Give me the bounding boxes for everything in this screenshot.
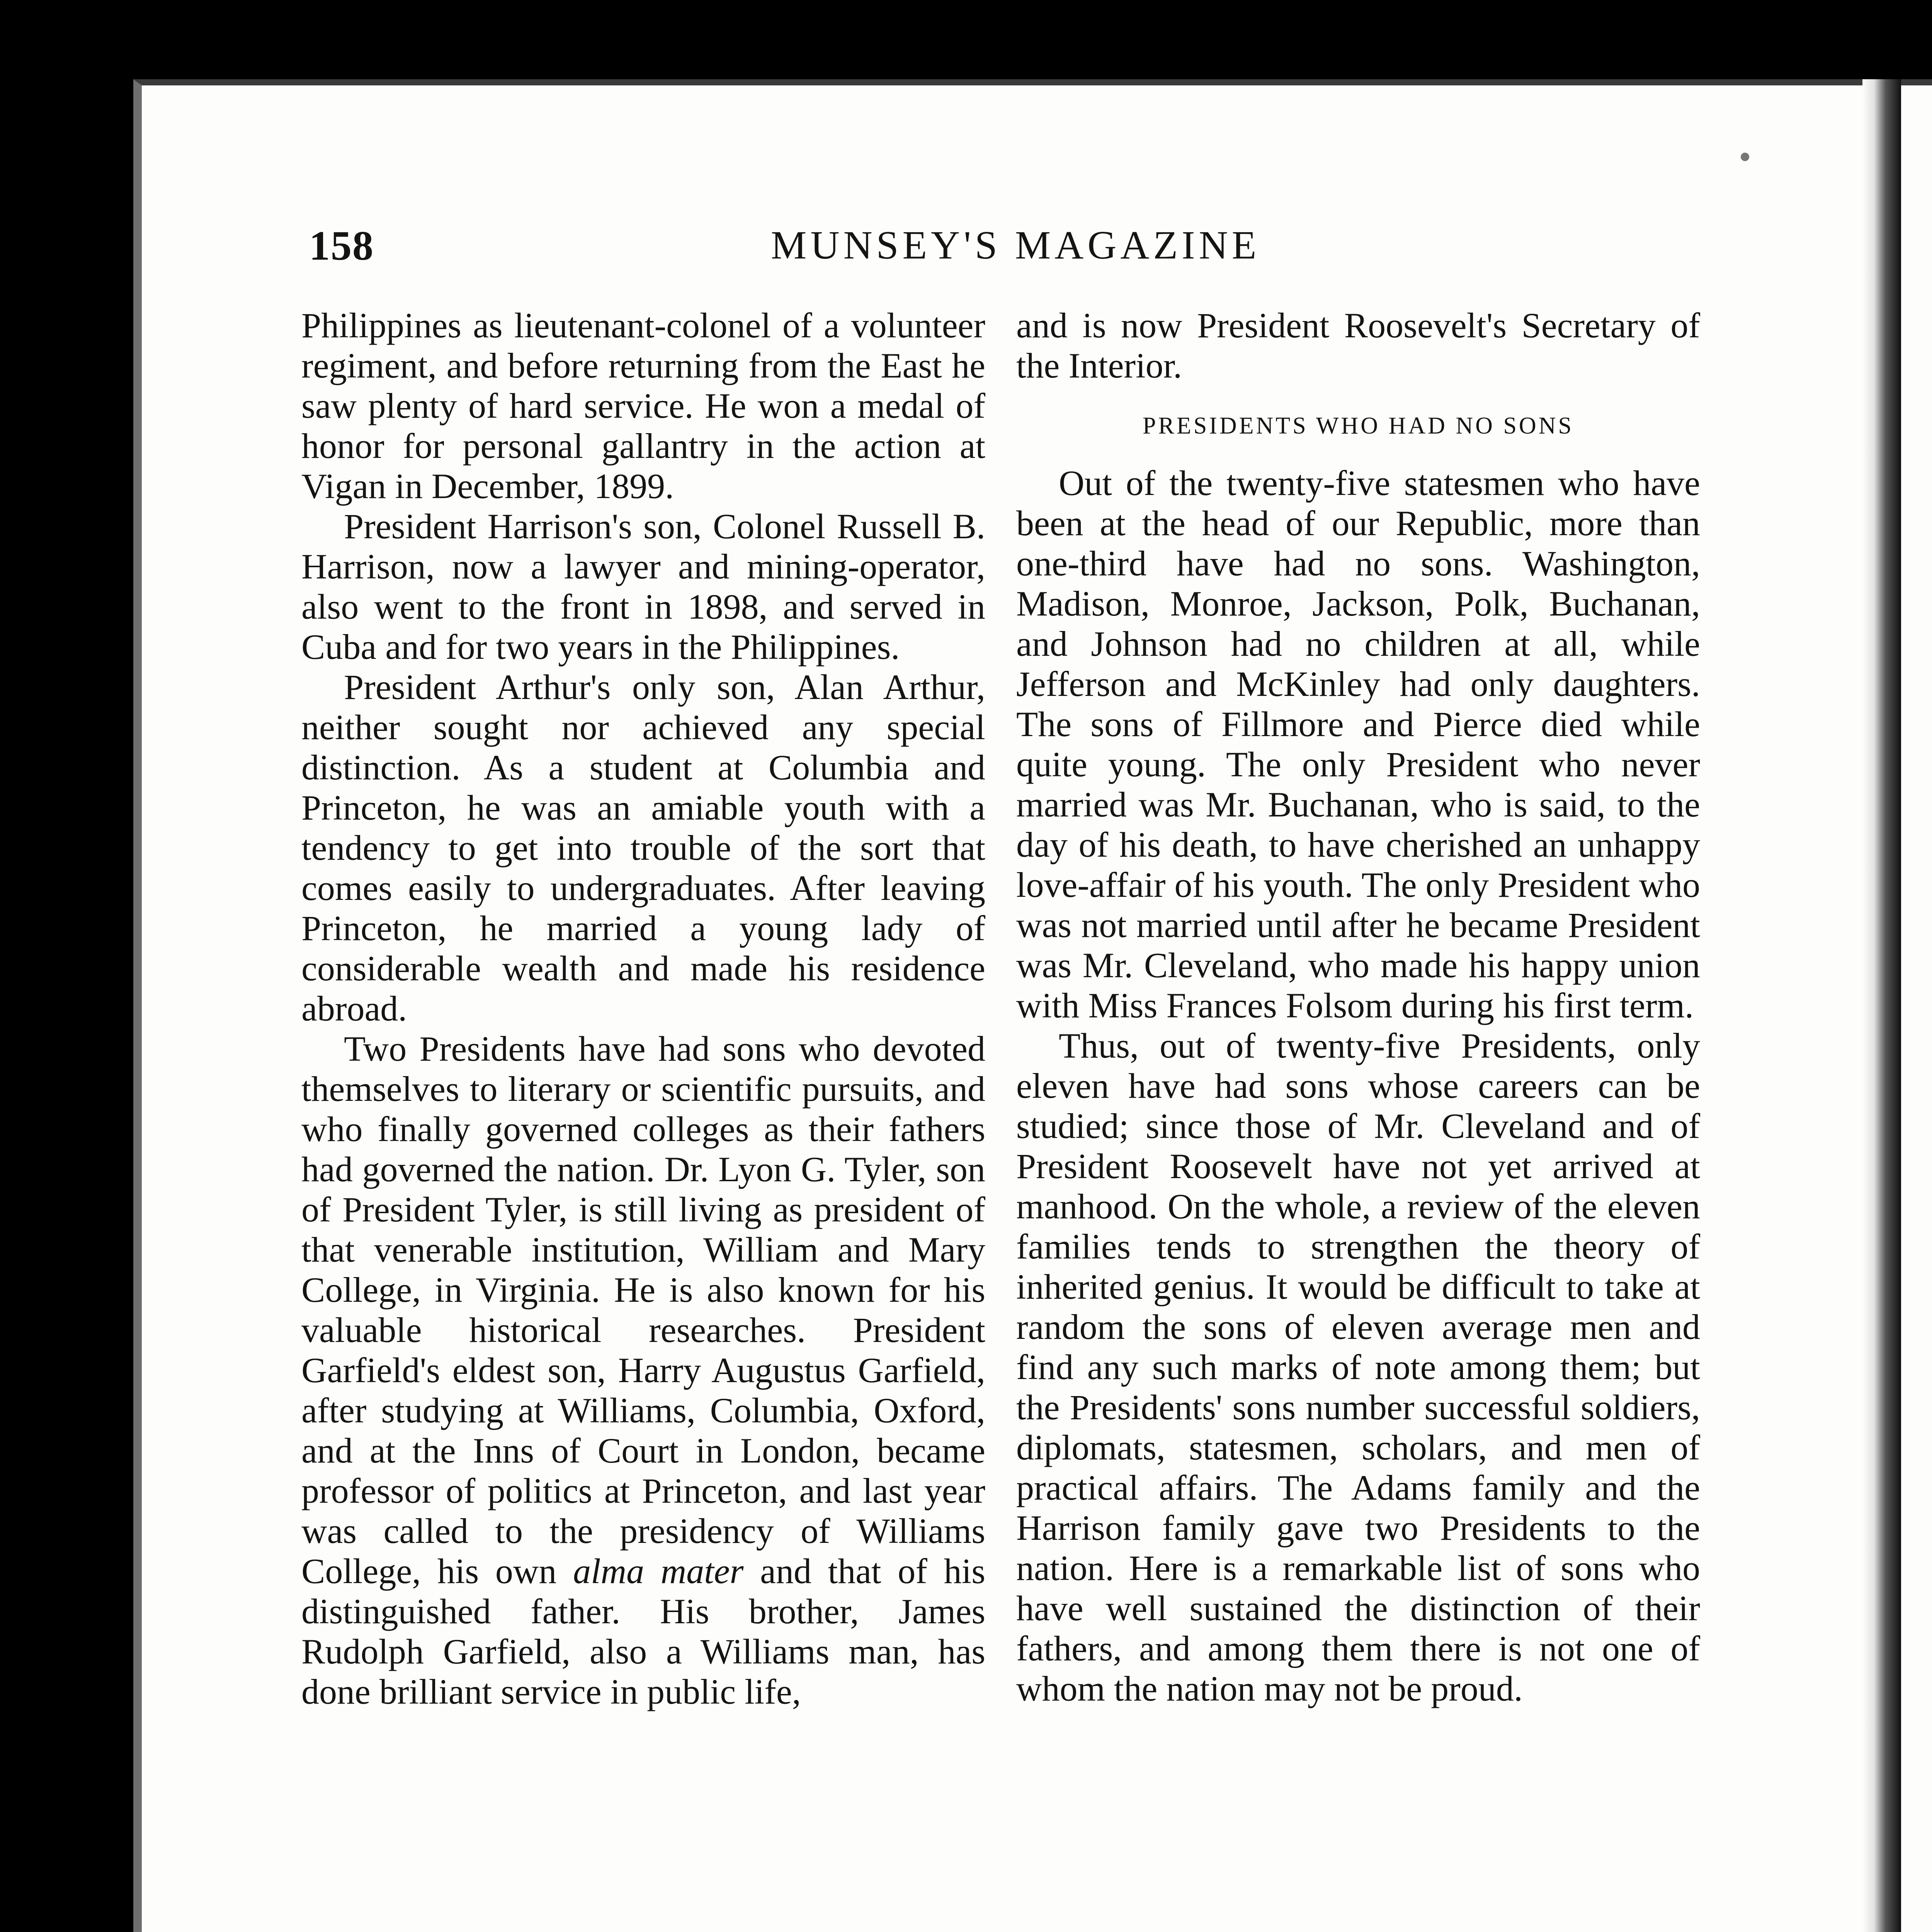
page-number: 158 (309, 223, 374, 269)
left-column (301, 305, 985, 1712)
speck-mark (1741, 153, 1749, 161)
paragraph: President Arthur's only son, Alan Arthur, neither sought nor achieved any special distinction. As a student at Columbia and Princeton, he was an amiable youth with a tendency to get into trouble of the sort that comes easily to undergraduates. After leaving Princeton, he married a young lady of considerable wealth and made his residence abroad. (301, 667, 985, 1028)
page-binding-shadow (1862, 79, 1901, 1932)
paragraph (301, 1029, 985, 1712)
paragraph: Philippines as lieutenant-colonel of a volunteer regiment, and before returning from the East he saw plenty of hard service. He won a medal of honor for personal gallantry in the action at Vigan in December, 1899. (301, 306, 985, 506)
paragraph-text: and that of his distinguished father. His brother, James Rudolph Garfield, also a Williams man, has done brilliant service in public life, (301, 1551, 985, 1711)
paragraph: President Harrison's son, Colonel Russell B. Harrison, now a lawyer and mining-operator, also went to the front in 1898, and served in Cuba and for two years in the Philippines. (301, 507, 985, 667)
right-column (1016, 305, 1700, 1709)
section-heading: PRESIDENTS WHO HAD NO SONS (1143, 413, 1574, 439)
paragraph: and is now President Roosevelt's Secretary of the Interior. (1016, 306, 1700, 385)
page-header (0, 222, 1932, 276)
paragraph-text: Two Presidents have had sons who devoted themselves to literary or scientific pursuits, and who finally governed colleges as their fathers had governed the nation. Dr. Lyon G. Tyler, son of President Tyler, is still living as president of that venerable institution, William and Mary College, in Virginia. He is also known for his valuable historical researches. President Garfield's eldest son, Harry Augustus Garfield, after studying at Williams, Columbia, Oxford, and at the Inns of Court in London, became professor of politics at Princeton, and last year was called to the presidency of Williams College, his own (301, 1029, 985, 1591)
paragraph: Thus, out of twenty-five Presidents, only eleven have had sons whose careers can be studied; since those of Mr. Cleveland and of President Roosevelt have not yet arrived at manhood. On the whole, a review of the eleven families tends to strengthen the theory of inherited genius. It would be difficult to take at random the sons of eleven average men and find any such marks of note among them; but the Presidents' sons number successful soldiers, diplomats, statesmen, scholars, and men of practical affairs. The Adams family and the Harrison family gave two Presidents to the nation. Here is a remarkable list of sons who have well sustained the distinction of their fathers, and among them there is not one of whom the nation may not be proud. (1016, 1026, 1700, 1708)
italic-phrase: alma mater (573, 1551, 744, 1591)
running-head: MUNSEY'S MAGAZINE (771, 223, 1260, 267)
paragraph: Out of the twenty-five statesmen who have been at the head of our Republic, more than one-third have had no sons. Washington, Madison, Monroe, Jackson, Polk, Buchanan, and Johnson had no children at all, while Jefferson and McKinley had only daughters. The sons of Fillmore and Pierce died while quite young. The only President who never married was Mr. Buchanan, who is said, to the day of his death, to have cherished an unhappy love-affair of his youth. The only President who was not married until after he became President was Mr. Cleveland, who made his happy union with Miss Frances Folsom during his first term. (1016, 463, 1700, 1025)
